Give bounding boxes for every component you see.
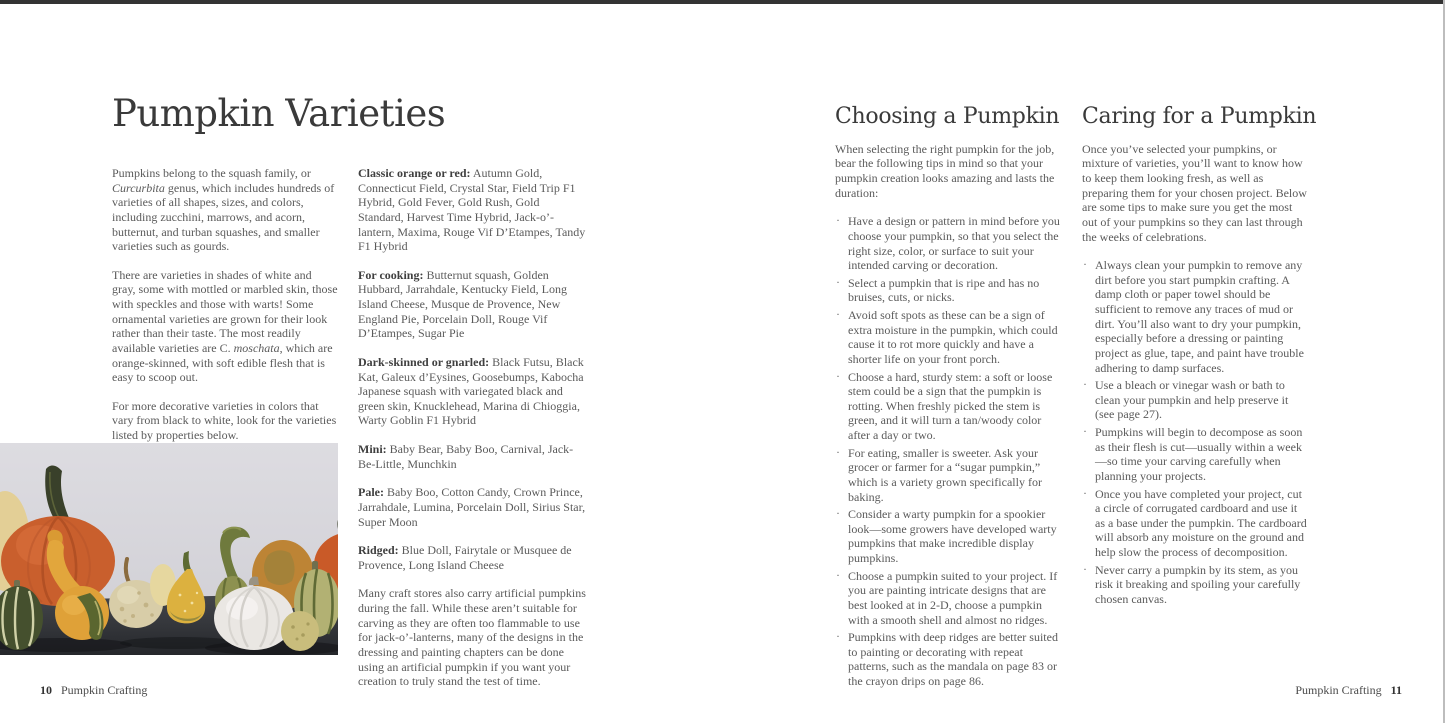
pumpkins-photo [0, 443, 338, 655]
left-page-number: 10 [40, 683, 52, 697]
caring-tip: · Use a bleach or vinegar wash or bath to clean your pumpkin and help preserve it (see page 27). [1082, 378, 1310, 422]
caring-heading: Caring for a Pumpkin [1082, 104, 1317, 129]
choosing-intro: When selecting the right pumpkin for the job, bear the following tips in mind so that your pumpkin creation looks amazing and lasts the duration: [835, 141, 1055, 200]
choosing-tip: · Pumpkins with deep ridges are better suited to painting or decorating with repeat patterns, such as the mandala on page 83 or the crayon drips on page 86. [835, 630, 1065, 689]
left-page-footer [40, 683, 147, 698]
variety-list-column [358, 166, 588, 703]
variety-group-cooking: For cooking: Butternut squash, Golden Hubbard, Jarrahdale, Kentucky Field, Long Island Cheese, Musque de Provence, New England Pie, Porcelain Doll, Rouge Vif D’Etampes, Sugar Pie [358, 267, 567, 341]
caring-tip: · Once you have completed your project, cut a circle of corrugated cardboard and use it as a base under the pumpkin. The cardboard will absorb any moisture on the ground and help slow the process of decomposition. [1082, 487, 1310, 560]
caring-tip: · Pumpkins will begin to decompose as soon as their flesh is cut—usually within a week—so time your carving carefully when planning your projects. [1082, 425, 1310, 484]
right-page-footer [1295, 683, 1402, 698]
right-running-title: Pumpkin Crafting [1295, 683, 1382, 697]
variety-group-pale: Pale: Baby Boo, Cotton Candy, Crown Prince, Jarrahdale, Lumina, Porcelain Doll, Sirius Star, Super Moon [358, 485, 586, 529]
closing-paragraph: Many craft stores also carry artificial pumpkins during the fall. While these aren’t suitable for carving as they are often too flammable to use for jack-o’-lanterns, many of the designs in the dressing and painting chapters can be done using an artificial pumpkin if you want your creation to truly stand the test of time. [358, 586, 586, 689]
variety-group-classic: Classic orange or red: Autumn Gold, Connecticut Field, Crystal Star, Field Trip F1 Hybrid, Gold Fever, Gold Rush, Gold Standard, Harvest Time Hybrid, Jack-o’-lantern, Maxima, Rouge Vif D’Etampes, Tandy F1 Hybrid [358, 166, 586, 254]
right-page-number: 11 [1390, 683, 1402, 697]
left-intro-column [112, 166, 338, 457]
top-bar [0, 0, 1445, 4]
caring-tip: · Never carry a pumpkin by its stem, as you risk it breaking and spoiling your carefully chosen canvas. [1082, 563, 1310, 607]
intro-paragraph-2: There are varieties in shades of white and gray, some with mottled or marbled skin, those with speckles and those with warts! Some ornamental varieties are grown for their look rather than their taste. The most readily available varieties are C. moschata, which are orange-skinned, with soft edible flesh that is easy to scoop out. [112, 267, 338, 385]
variety-group-dark: Dark-skinned or gnarled: Black Futsu, Black Kat, Galeux d’Eysines, Goosebumps, Kabocha Japanese squash with variegated black and green skin, Knucklehead, Marina di Chioggia, Warty Goblin F1 Hybrid [358, 354, 584, 428]
caring-intro: Once you’ve selected your pumpkins, or mixture of varieties, you’ll want to know how to keep them looking fresh, as well as preparing them for your chosen project. Below are some tips to make sure you get the most out of your pumpkins so they can last through the weeks of celebrations. [1082, 141, 1307, 244]
choosing-tip: · For eating, smaller is sweeter. Ask your grocer or farmer for a “sugar pumpkin,” which is a variety grown specifically for baking. [835, 446, 1065, 505]
choosing-tip: · Choose a hard, sturdy stem: a soft or loose stem could be a sign that the pumpkin is rotting. When freshly picked the stem is green, and it will turn a tan/woody color after a day or two. [835, 370, 1065, 443]
caring-tip: · Always clean your pumpkin to remove any dirt before you start pumpkin crafting. A damp cloth or paper towel should be sufficient to remove any traces of mud or dirt. You’ll also want to dry your pumpkin, especially before a dressing or painting project as glue, tape, and paint have trouble adhering to damp surfaces. [1082, 258, 1310, 375]
choosing-tip: · Select a pumpkin that is ripe and has no bruises, cuts, or nicks. [835, 276, 1065, 305]
page-title: Pumpkin Varieties [112, 92, 446, 135]
choosing-heading: Choosing a Pumpkin [835, 104, 1060, 129]
variety-group-mini: Mini: Baby Bear, Baby Boo, Carnival, Jack-Be-Little, Munchkin [358, 442, 574, 471]
variety-group-ridged: Ridged: Blue Doll, Fairytale or Musquee de Provence, Long Island Cheese [358, 543, 572, 572]
choosing-tips-list [835, 214, 1065, 688]
left-running-title: Pumpkin Crafting [61, 683, 148, 697]
intro-paragraph-1: Pumpkins belong to the squash family, or Curcurbita genus, which includes hundreds of varieties of all shapes, sizes, and colors, including zucchini, marrows, and acorn, butternut, and turban squashes, and smaller varieties such as gourds. [112, 166, 335, 254]
choosing-tip: · Choose a pumpkin suited to your project. If you are painting intricate designs that are best looked at in 2-D, choose a pumpkin with a smooth shell and almost no ridges. [835, 569, 1065, 628]
caring-column [1082, 104, 1317, 610]
intro-paragraph-3: For more decorative varieties in colors that vary from black to white, look for the varieties listed by properties below. [112, 398, 337, 442]
caring-tips-list [1082, 258, 1310, 606]
choosing-column [835, 104, 1065, 692]
choosing-tip: · Avoid soft spots as these can be a sign of extra moisture in the pumpkin, which could cause it to rot more quickly and have a shorter life on your front porch. [835, 308, 1065, 367]
choosing-tip: · Consider a warty pumpkin for a spookier look—some growers have developed warty pumpkins that make incredible display pumpkins. [835, 507, 1065, 566]
choosing-tip: · Have a design or pattern in mind before you choose your pumpkin, so that you select the right size, color, or surface to suit your intended carving or decoration. [835, 214, 1065, 273]
